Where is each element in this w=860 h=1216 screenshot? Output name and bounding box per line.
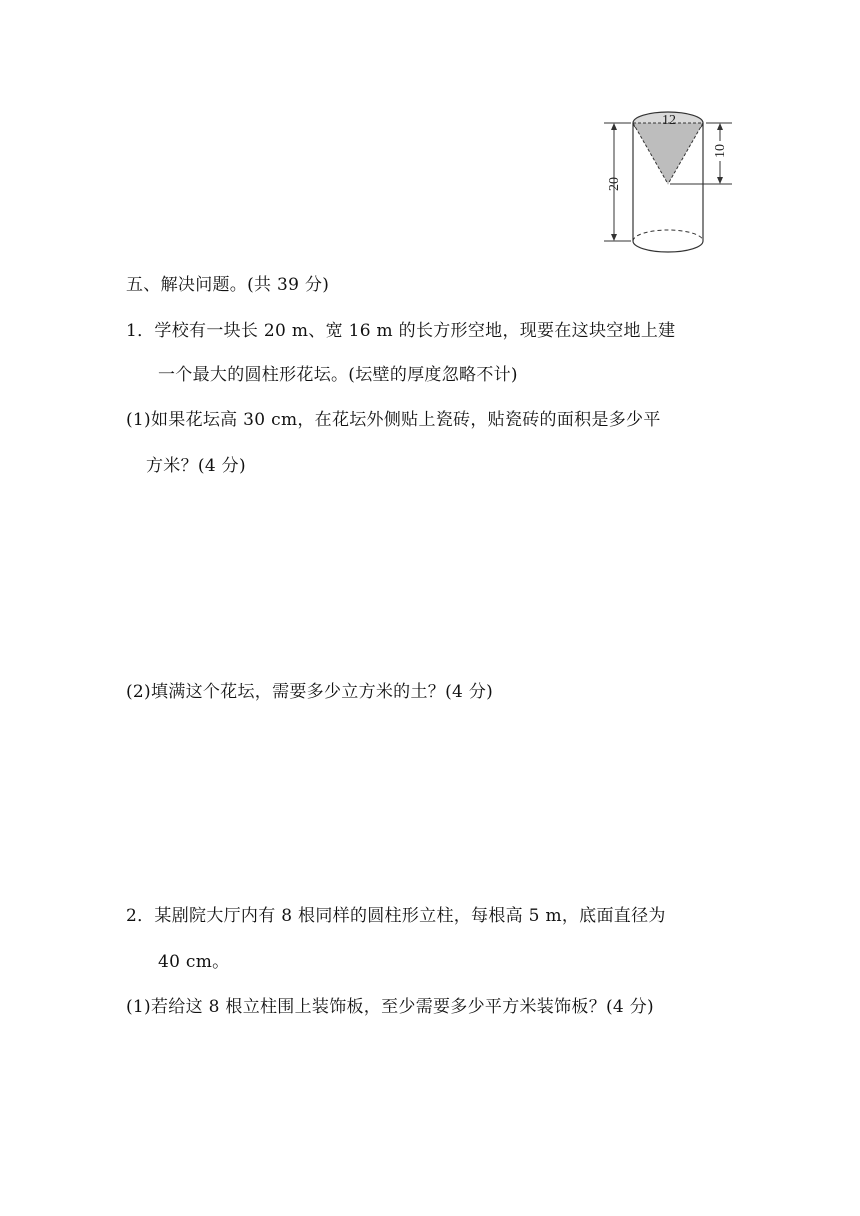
q1-stem-line2: 一个最大的圆柱形花坛。(坛壁的厚度忽略不计): [158, 365, 518, 385]
dim-right-arrow-down: [717, 177, 723, 184]
dim-left-arrow-down: [611, 234, 617, 241]
q2-sub1: (1)若给这 8 根立柱围上装饰板，至少需要多少平方米装饰板？(4 分): [126, 997, 654, 1017]
dim-right-arrow-up: [717, 123, 723, 130]
cylinder-cone-figure: [596, 104, 746, 254]
q1-sub1-line2: 方米？(4 分): [146, 456, 246, 476]
cylinder-diagram: [596, 104, 746, 254]
q1-sub2: (2)填满这个花坛，需要多少立方米的土？(4 分): [126, 682, 494, 702]
cylinder-bottom-back: [633, 230, 703, 241]
label-cone-height: 10: [713, 144, 728, 158]
q1-stem-line1: 1．学校有一块长 20 m、宽 16 m 的长方形空地，现要在这块空地上建: [126, 321, 676, 341]
q1-sub1-line1: (1)如果花坛高 30 cm，在花坛外侧贴上瓷砖，贴瓷砖的面积是多少平: [126, 410, 661, 430]
q2-stem-line2: 40 cm。: [158, 952, 230, 972]
label-diameter: 12: [662, 113, 676, 128]
label-height: 20: [607, 177, 622, 191]
q2-stem-line1: 2．某剧院大厅内有 8 根同样的圆柱形立柱，每根高 5 m，底面直径为: [126, 906, 666, 926]
cone-shape: [633, 123, 703, 184]
section-heading: 五、解决问题。(共 39 分): [126, 275, 330, 295]
dim-left-arrow-up: [611, 123, 617, 130]
cylinder-bottom-front: [633, 241, 703, 252]
